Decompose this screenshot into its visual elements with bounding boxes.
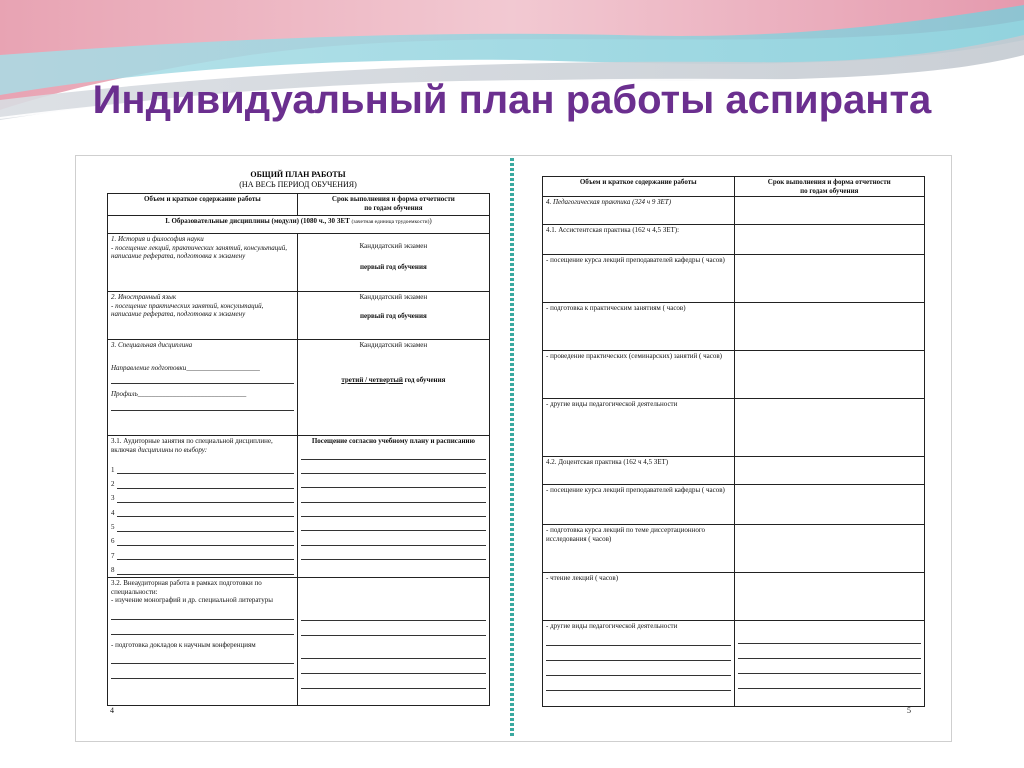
- row-docent-practice: 4.2. Доцентская практика (162 ч 4,5 ЗЕТ): [543, 457, 735, 485]
- numbered-line: [111, 532, 294, 546]
- left-page-header: [108, 170, 488, 190]
- table-row: [543, 225, 925, 255]
- row-prepare-course: - подготовка курса лекций по теме диссертационного исследования ( часов): [543, 525, 735, 573]
- line-number: 6: [111, 537, 115, 546]
- language-exam: Кандидатский экзамен: [359, 293, 428, 301]
- table-row: [543, 255, 925, 303]
- philosophy-title: 1. История и философия науки: [111, 235, 204, 243]
- line-number: 2: [111, 480, 115, 489]
- empty-cell: [734, 225, 924, 255]
- extra-right-line: [301, 646, 486, 659]
- numbered-line: [111, 460, 294, 474]
- cell-philosophy-content: [108, 234, 298, 292]
- cell-language-content: [108, 292, 298, 340]
- special-title: 3. Специальная дисциплина: [111, 341, 193, 349]
- row-give-lectures: - чтение лекций ( часов): [543, 573, 735, 621]
- line-number: 4: [111, 508, 115, 517]
- col-header-content: Объем и краткое содержание работы: [543, 177, 735, 197]
- col-header-deadline-line2: по годам обучения: [364, 203, 423, 212]
- table-row-language: [108, 292, 490, 340]
- extra-line: [111, 651, 294, 664]
- empty-cell: [734, 485, 924, 525]
- header-line-2: (НА ВЕСЬ ПЕРИОД ОБУЧЕНИЯ): [239, 180, 357, 189]
- col-header-deadline-line2: по годам обучения: [800, 186, 859, 195]
- line-rule: [117, 508, 294, 517]
- extra-text: 3.2. Внеаудиторная работа в рамках подготовки по специальности:: [111, 579, 262, 596]
- special-direction-line: [111, 372, 294, 384]
- right-line-rule: [301, 460, 486, 474]
- slide-title: Индивидуальный план работы аспиранта: [92, 78, 932, 122]
- section-note: (зачетная единица трудоемкости): [351, 219, 430, 225]
- numbered-line: [111, 503, 294, 517]
- header-line-1: ОБЩИЙ ПЛАН РАБОТЫ: [250, 170, 346, 179]
- line-rule: [117, 480, 294, 489]
- row-docent-attend-lectures: - посещение курса лекций преподавателей кафедры ( часов): [543, 485, 735, 525]
- extra-line: [111, 666, 294, 679]
- numbered-line: [111, 560, 294, 574]
- extra-line: [111, 622, 294, 635]
- special-year-a: третий / четвертый: [341, 375, 403, 384]
- write-line: [546, 648, 731, 661]
- auditory-text: [111, 437, 294, 454]
- row-other-activities: - другие виды педагогической деятельности: [543, 399, 735, 457]
- table-row: [543, 351, 925, 399]
- table-row: [543, 457, 925, 485]
- special-profile-line: [111, 399, 294, 411]
- write-line: [546, 663, 731, 676]
- extra-right-line: [301, 661, 486, 674]
- table-row: [543, 399, 925, 457]
- philosophy-desc: - посещение лекций, практических занятий, консультаций, написание реферата, подготовка к экзамену: [111, 243, 288, 261]
- numbered-line: [111, 517, 294, 531]
- empty-cell: [734, 351, 924, 399]
- right-plan-table: [542, 176, 925, 707]
- right-line-rule: [301, 474, 486, 488]
- cell-philosophy-deadline: [297, 234, 489, 292]
- empty-cell: [734, 399, 924, 457]
- col-header-deadline: [297, 194, 489, 216]
- write-line: [738, 676, 921, 689]
- right-line-rule: [301, 446, 486, 460]
- other-activities-2-text: - другие виды педагогической деятельности: [546, 622, 678, 631]
- row-prepare-practical: - подготовка к практическим занятиям ( часов): [543, 303, 735, 351]
- line-number: 5: [111, 523, 115, 532]
- col-header-content: Объем и краткое содержание работы: [108, 194, 298, 216]
- line-number: 1: [111, 465, 115, 474]
- table-row-special: [108, 340, 490, 436]
- section-title: I. Образовательные дисциплины (модули) (1080 ч., 30 ЗЕТ (зачетная единица трудоемкости)): [108, 216, 490, 234]
- right-line-rule: [301, 503, 486, 517]
- right-line-rule: [301, 517, 486, 531]
- line-rule: [117, 523, 294, 532]
- empty-cell: [734, 255, 924, 303]
- right-line-rule: [301, 546, 486, 560]
- empty-cell: [734, 573, 924, 621]
- cell-extra-content: [108, 578, 298, 706]
- language-year: первый год обучения: [359, 311, 427, 320]
- numbered-line: [111, 546, 294, 560]
- cell-extra-deadline: [297, 578, 489, 706]
- table-row: [543, 621, 925, 707]
- extra-right-line: [301, 608, 486, 621]
- special-direction-label: Направление подготовки: [111, 363, 187, 372]
- empty-cell: [734, 303, 924, 351]
- right-page-number: 5: [907, 706, 911, 715]
- row-pedagogical-practice: 4. Педагогическая практика (324 ч 9 ЗЕТ): [543, 197, 735, 225]
- right-line-rule: [301, 531, 486, 545]
- right-line-rule: [301, 488, 486, 502]
- line-rule: [117, 465, 294, 474]
- table-row: [543, 197, 925, 225]
- section-row: [108, 216, 490, 234]
- special-profile: Профиль_______________________________: [111, 390, 247, 399]
- extra-item-1: - изучение монографий и др. специальной литературы: [111, 596, 273, 605]
- write-line: [546, 633, 731, 646]
- extra-line: [111, 607, 294, 620]
- table-row: [543, 573, 925, 621]
- auditory-text-main: 3.1. Аудиторные занятия по специальной дисциплине, включая: [111, 437, 273, 454]
- cell-language-deadline: [297, 292, 489, 340]
- binding-spine: [510, 158, 514, 738]
- write-line: [738, 631, 921, 644]
- empty-cell: [734, 525, 924, 573]
- line-rule: [117, 494, 294, 503]
- line-rule: [117, 551, 294, 560]
- numbered-line: [111, 474, 294, 488]
- language-title: 2. Иностранный язык: [111, 293, 177, 301]
- line-number: 8: [111, 565, 115, 574]
- line-rule: [117, 537, 294, 546]
- extra-right-line: [301, 623, 486, 636]
- cell-auditory-content: [108, 436, 298, 578]
- special-profile-label: Профиль: [111, 390, 138, 399]
- extra-right-line: [301, 676, 486, 689]
- auditory-text-italic: дисциплины по выбору:: [137, 445, 208, 454]
- line-number: 3: [111, 494, 115, 503]
- table-header-row: [543, 177, 925, 197]
- special-year-b: год обучения: [404, 375, 446, 384]
- col-header-deadline-line1: Срок выполнения и форма отчетности: [331, 195, 455, 203]
- table-row: [543, 485, 925, 525]
- line-number: 7: [111, 551, 115, 560]
- auditory-numbered-lines: [111, 460, 294, 574]
- special-year: [301, 376, 486, 385]
- empty-cell: [734, 457, 924, 485]
- table-row-extracurricular: [108, 578, 490, 706]
- line-rule: [117, 566, 294, 575]
- table-row: [543, 303, 925, 351]
- col-header-deadline: [734, 177, 924, 197]
- language-desc: - посещение практических занятий, консультаций, написание реферата, подготовка к экзамену: [111, 301, 264, 319]
- cell-special-content: [108, 340, 298, 436]
- write-line: [738, 661, 921, 674]
- left-plan-table: [107, 193, 490, 706]
- table-row: [543, 525, 925, 573]
- table-row-auditory: [108, 436, 490, 578]
- cell-special-deadline: [297, 340, 489, 436]
- philosophy-year: первый год обучения: [359, 262, 427, 271]
- row-conduct-seminars: - проведение практических (семинарских) занятий ( часов): [543, 351, 735, 399]
- table-row-philosophy: [108, 234, 490, 292]
- cell-other-activities-2-right: [734, 621, 924, 707]
- special-direction: Направление подготовки_____________________: [111, 363, 260, 372]
- row-assistant-practice: 4.1. Ассистентская практика (162 ч 4,5 ЗЕТ):: [543, 225, 735, 255]
- numbered-line: [111, 489, 294, 503]
- table-header-row: [108, 194, 490, 216]
- write-line: [738, 646, 921, 659]
- write-line: [546, 678, 731, 691]
- row-attend-lectures: - посещение курса лекций преподавателей кафедры ( часов): [543, 255, 735, 303]
- cell-auditory-deadline: [297, 436, 489, 578]
- left-page-number: 4: [110, 706, 114, 715]
- special-exam: Кандидатский экзамен: [359, 341, 428, 349]
- row-other-activities-2: [543, 621, 735, 707]
- auditory-right-text: Посещение согласно учебному плану и расписанию: [311, 437, 475, 445]
- auditory-right-lines: [301, 446, 486, 560]
- section-main: I. Образовательные дисциплины (модули) (1080 ч., 30 ЗЕТ: [165, 217, 350, 225]
- empty-cell: [734, 197, 924, 225]
- col-header-deadline-line1: Срок выполнения и форма отчетности: [767, 178, 891, 186]
- extra-item-2: - подготовка докладов к научным конференциям: [111, 640, 256, 649]
- philosophy-exam: Кандидатский экзамен: [359, 242, 428, 250]
